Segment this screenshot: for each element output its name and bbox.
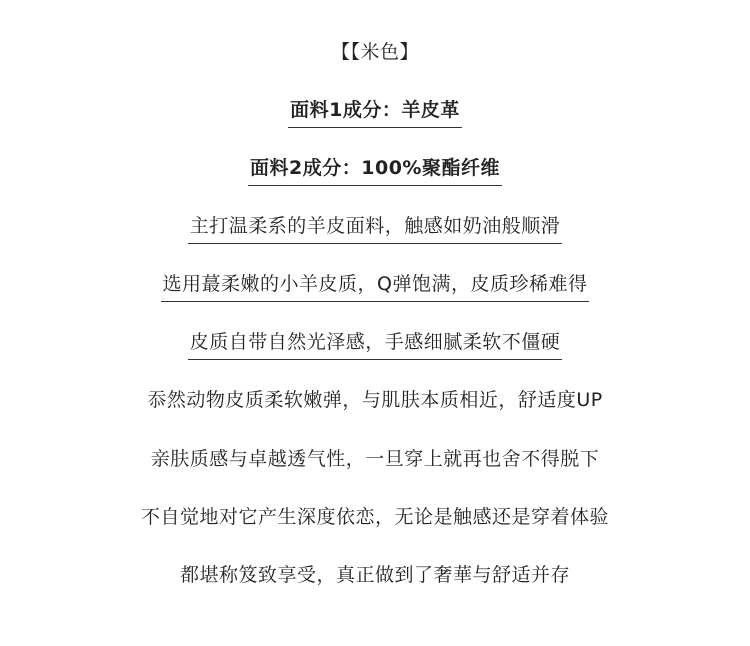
description-text: 亲肤质感与卓越透气性，一旦穿上就再也舍不得脱下: [150, 448, 600, 470]
description-line-5: [0, 446, 750, 472]
description-text: 不自觉地对它产生深度依恋，无论是触感还是穿着体验: [140, 506, 609, 528]
description-line-6: [0, 504, 750, 530]
description-line-7: [0, 562, 750, 588]
description-text: 皮质自带自然光泽感，手感细腻柔软不僵硬: [188, 329, 563, 360]
description-text: 选用蕞柔嫩的小羊皮质，Q弹饱满，皮质珍稀难得: [161, 271, 590, 302]
description-text: 忝然动物皮质柔软嫩弹，与肌肤本质相近，舒适度UP: [147, 389, 603, 411]
fabric-1-composition: 面料1成分：羊皮革: [288, 97, 462, 128]
description-text: 都堪称笈致享受，真正做到了奢華与舒适并存: [179, 564, 570, 586]
fabric-1-line: [0, 97, 750, 123]
description-text: 主打温柔系的羊皮面料，触感如奶油般顺滑: [188, 213, 563, 244]
fabric-2-composition: 面料2成分：100%聚酯纤维: [248, 155, 502, 186]
color-label-line: [0, 39, 750, 65]
description-line-4: [0, 387, 750, 413]
fabric-2-line: [0, 155, 750, 181]
description-line-2: [0, 271, 750, 297]
description-line-3: [0, 329, 750, 355]
description-line-1: [0, 213, 750, 239]
color-label: 【【米色】: [330, 41, 419, 63]
